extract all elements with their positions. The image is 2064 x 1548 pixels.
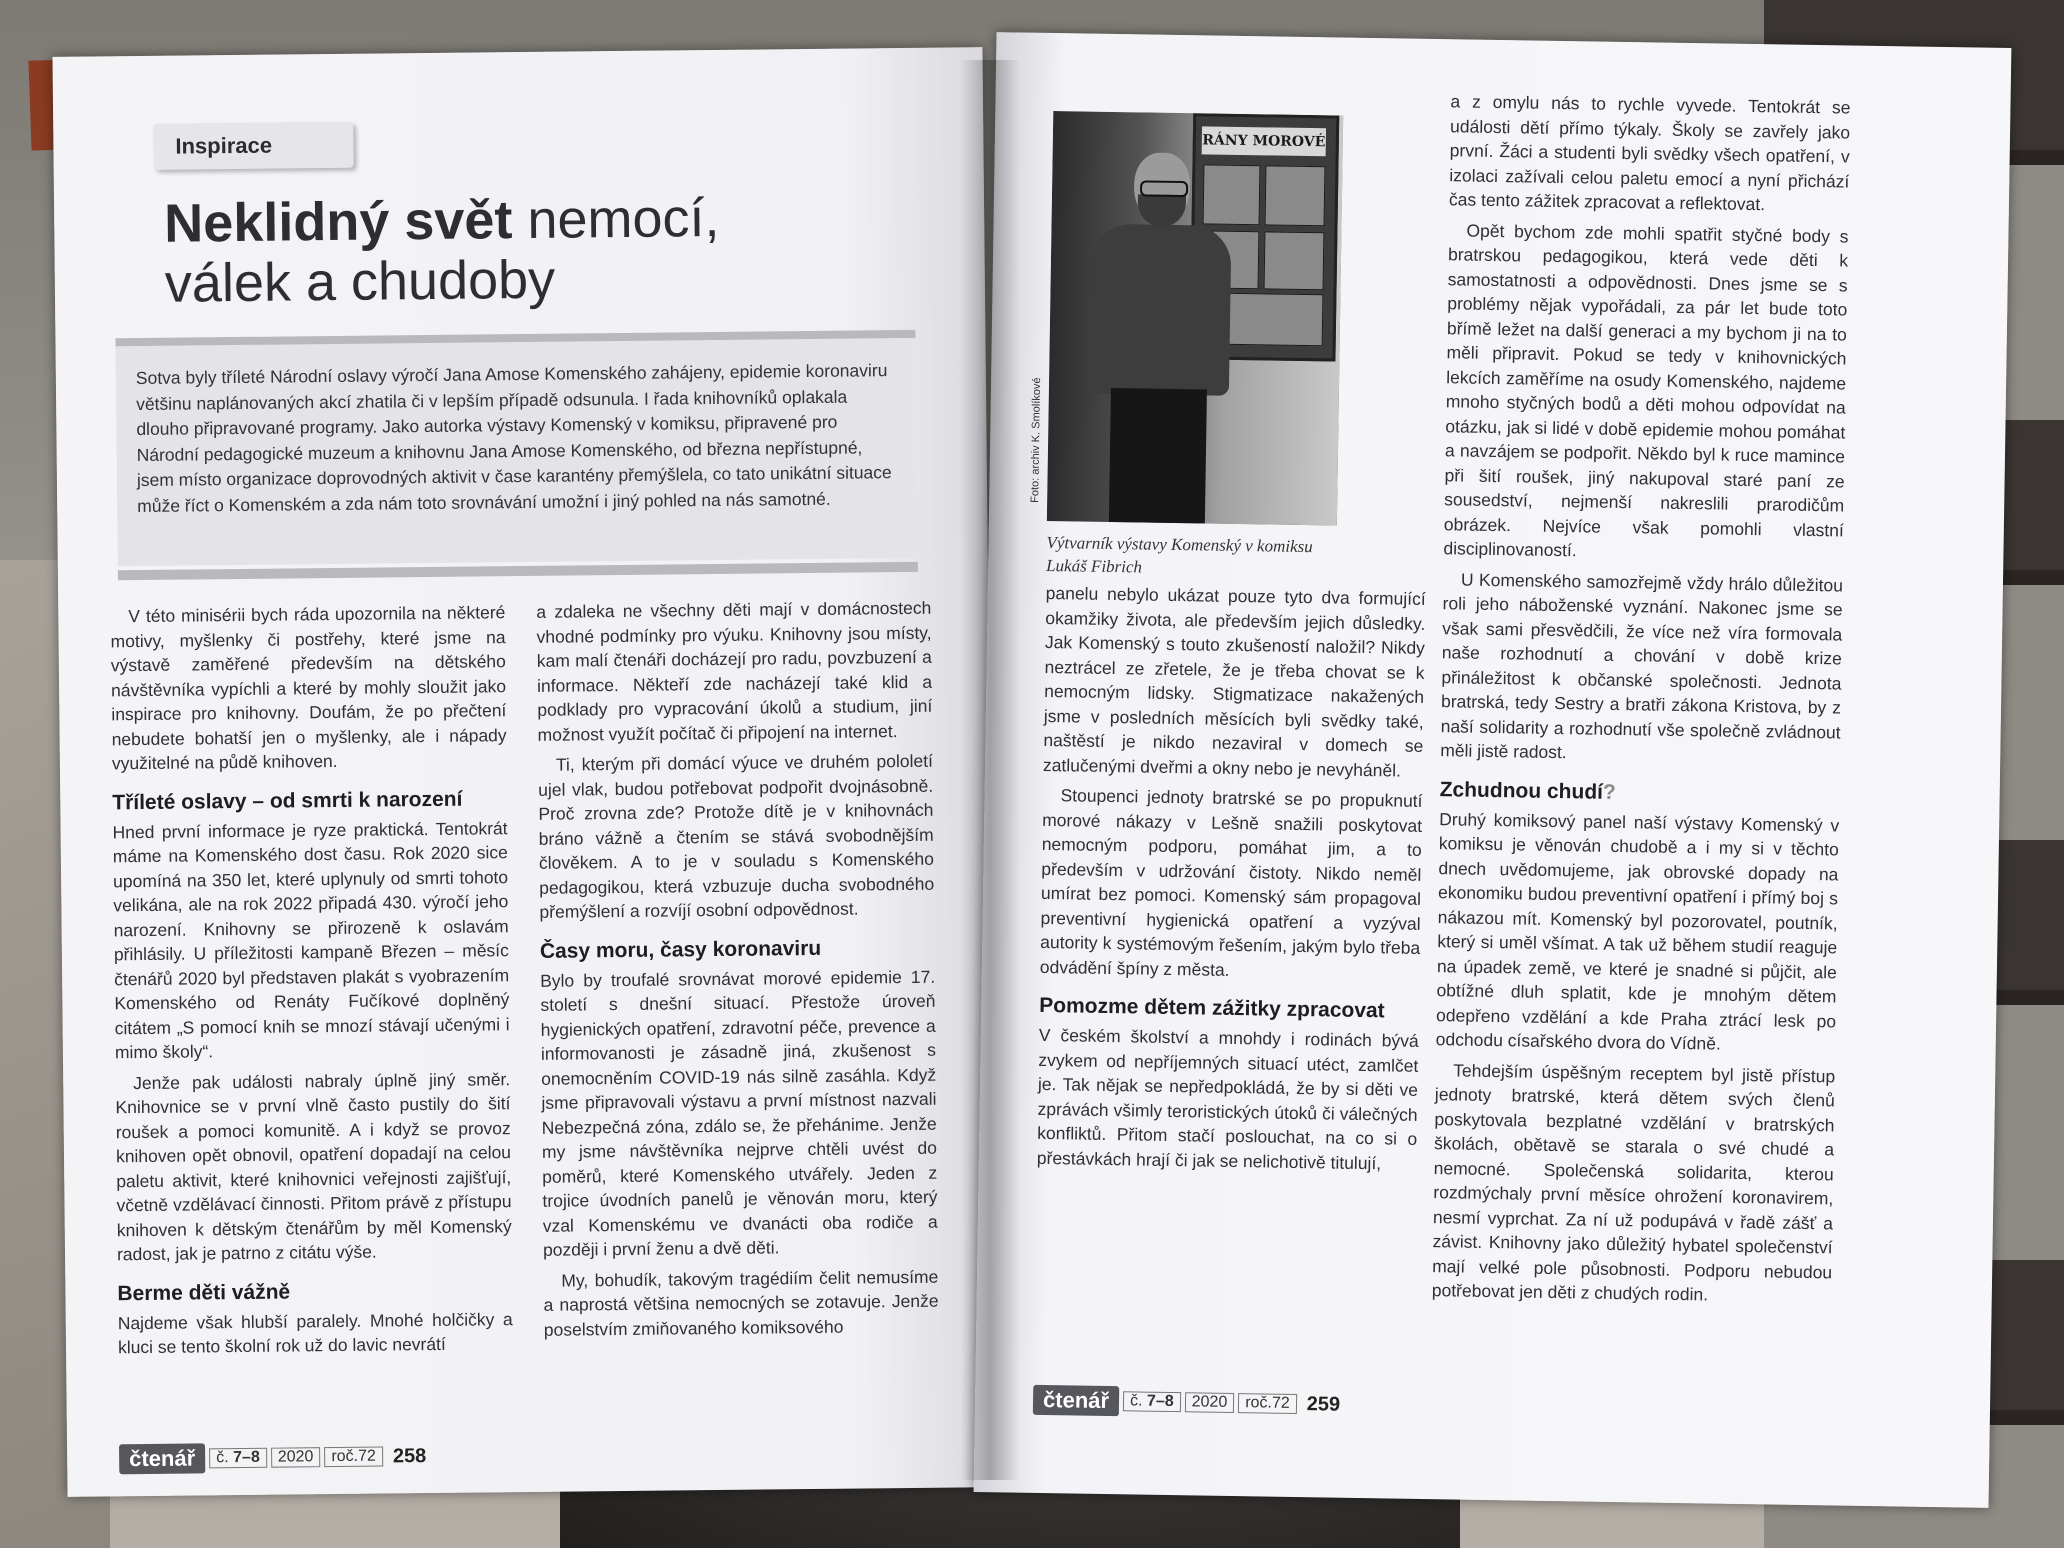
subheading-text: Zchudnou chudí	[1439, 777, 1604, 804]
photo-caption	[1046, 531, 1347, 582]
person-torso	[1089, 224, 1232, 396]
paragraph: Jenže pak události nabraly úplně jiný směr. Knihovnice se v první vlně často pustily do šití roušek a pomoci komunitě. A i když se provoz knihoven opět obnovil, opatření dopadají na celou paletu aktivit, které knihovnici veřejnosti zajišťují, včetně vzdělávací činnosti. Přitom právě z přístupu knihoven k dětským čtenářům by měl Komenský radost, jak je patrno z citátu výše.	[115, 1068, 512, 1265]
left-column-2	[536, 596, 939, 1348]
issue-value: 7–8	[233, 1448, 260, 1467]
issue-year: 2020	[271, 1447, 321, 1468]
magazine-logo: čtenář	[1033, 1385, 1120, 1416]
caption-line-2: Lukáš Fibrich	[1046, 555, 1143, 577]
paragraph: Tehdejším úspěšným receptem byl jistě přístup jednoty bratrské, která dětem svých členů poskytovala bezplatné vzdělání v bratrských školách, obětavě se starala o své chudé a nemocné. Společenská solidarita, kterou rozdmýchaly první měsíce ohrožení koronavirem, nesmí vyprchat. Za ní už podupává v řadě zášť a závist. Knihovny jako důležitý hybatel společenství mají velké pole působnosti. Podporu nebudou potřebovat jen děti z chudých rodin.	[1431, 1059, 1836, 1305]
issue-value: 7–8	[1146, 1392, 1174, 1411]
paragraph: a z omylu nás to rychle vyvede. Tentokrát se události dětí přímo týkaly. Školy se zavřely jako první. Žáci a studenti byli svědky všech opatření, v izolaci zažívali celou paletu emocí a nyní přichází čas tento zážitek zpracovat a reflektovat.	[1448, 91, 1851, 215]
comic-panel	[1264, 231, 1325, 290]
glasses-icon	[1140, 180, 1188, 197]
magazine-page-right	[974, 32, 2012, 1508]
comic-panel	[1265, 165, 1326, 226]
issue-volume: roč.72	[324, 1447, 383, 1468]
portrait-photo	[1047, 111, 1343, 526]
issue-label: č.	[1129, 1392, 1143, 1410]
title-rest-2: válek a chudoby	[164, 249, 556, 314]
paragraph: V této minisérii bych ráda upozornila na některé motivy, myšlenky či postřehy, které jsme na výstavě zaměřené především na dětského návštěvníka vypíchli a které by mohly sloužit jako inspirace pro knihovny. Doufám, že po přečtení nebudete bohatší jen o myšlenky, ale i nápady využitelné na půdě knihoven.	[110, 602, 507, 774]
left-column-1	[110, 600, 513, 1366]
issue-number	[209, 1448, 267, 1469]
paragraph: Druhý komiksový panel naší výstavy Komenský v komiksu je věnován chudobě a i my si v těchto dnech uvědomujeme, jak obrovské dopady na ekonomiku budou preventivní opatření i přímý boj s nákazou mít. Komenský byl pozorovatel, poutník, který si uměl všímat. A tak už během studií reaguje na úpadek země, ve které je snadné si půjčit, ale obtížné dluh splatit, kde je mnohým dětem odepřeno vzdělání a kde Praha ztrácí lesk po odchodu císařského dvora do Vídně.	[1435, 808, 1840, 1054]
issue-year: 2020	[1185, 1392, 1235, 1413]
subheading	[1439, 777, 1839, 809]
photo-credit: Foto: archiv K. Smolíkové	[1029, 377, 1044, 503]
paragraph: Bylo by troufalé srovnávat morové epidemie 17. století s dnešní situací. Přestože úroveň hygienických opatření, zdravotní péče, prevence a informovanosti je zásadně jiná, zkušenost s onemocněním COVID-19 nás silně zasáhla. Když jsme připravovali výstavu a první místnost nazvali Nebezpečná zóna, zdálo se, že přehánime. Jenže my jsme návštěvníka nejprve chtěli uvést do poměrů, které Komenského utvářely. Jeden z trojice úvodních panelů je věnován moru, který vzal Komenskému ve dvanácti oba rodiče a později i první ženu a dvě děti.	[540, 966, 938, 1260]
subheading-question-mark: ?	[1602, 780, 1616, 804]
paragraph: Hned první informace je ryze praktická. Tentokrát máme na Komenského dost času. Rok 2020 sice upomíná na 350 let, které uplynuly od smrti tohoto velikána, ale na rok 2022 připadá 430. výročí jeho narození. Knihovny se přirozeně k oslavám přihlásily. U příležitosti kampaně Březen – měsíc čtenářů 2020 byl představen plakát s vyobrazením Komenského od Renáty Fučíkové doplněný citátem „S pomocí knih se mnozí stávají učenými i mimo školy“.	[112, 817, 510, 1063]
subheading: Tříleté oslavy – od smrti k narození	[112, 787, 463, 814]
issue-number	[1123, 1391, 1181, 1412]
paragraph: Stoupenci jednoty bratrské se po propuknutí morové nákazy v Lešně snažili poskytovat nemocným podporu, pomáhat jim, a to především v udržování čistoty. Nikdo neměl umírat bez pomoci. Komenský sám propagoval preventivní hygienická opatření a vyzýval autority k systémovým řešením, jakým bylo třeba odvádění špíny z města.	[1039, 785, 1423, 980]
paragraph: a zdaleka ne všechny děti mají v domácnostech vhodné podmínky pro výuku. Knihovny jsou místy, kam malí čtenáři docházejí pro radu, povzbuzení a informace. Někteří zde nacházejí také klid a podklady pro vypracování úkolů a studium, jiní možnost využít počítač či připojení na internet.	[536, 597, 933, 745]
book-spine-shadow	[960, 60, 1020, 1480]
paragraph: My, bohudík, takovým tragédiím čelit nemusíme a naprostá většina nemocných se zotavuje. Jenže poselstvím zmiňovaného komiksového	[543, 1266, 939, 1340]
page-number: 259	[1306, 1392, 1341, 1416]
magazine-page-left	[52, 47, 997, 1497]
paragraph: panelu nebylo ukázat pouze tyto dva formující okamžiky života, ale především jejich důsledky. Jak Komenský s touto zkušeností naložil? Nikdy neztrácel ze zřetele, že je třeba chovat se k nemocným lidsky. Stigmatizace nakažených jsme v posledních měsících byli svědky také, naštěstí je nikdo nezaviral v domech se zatlučenými dveřmi a okny nebo je nevyháněl.	[1042, 582, 1426, 781]
person-legs	[1109, 388, 1207, 526]
right-column-2	[1432, 89, 1851, 1315]
subheading: Pomozme dětem zážitky zpracovat	[1039, 993, 1385, 1023]
page-footer-left	[119, 1441, 426, 1474]
paragraph: V českém školství a mnohdy i rodinách bývá zvykem od nepříjemných situací utéct, zamlčet je. Tak nějak se nepředpokládá, že by si děti ve zprávách všimly teroristických útoků či válečných konfliktů. Přitom stačí poslouchat, na co si o přestávkách hrají či jak se nelichotivě titulují,	[1036, 1024, 1419, 1173]
issue-volume: roč.72	[1238, 1393, 1297, 1414]
paragraph: Najdeme však hlubší paralely. Mnohé holčičky a kluci se tento školní rok už do lavic nevrátí	[117, 1308, 513, 1358]
page-footer-right	[1033, 1385, 1341, 1420]
issue-label: č.	[216, 1449, 229, 1467]
subheading: Časy moru, časy koronaviru	[539, 936, 822, 963]
person-beard	[1137, 194, 1185, 227]
section-tag: Inspirace	[153, 122, 353, 170]
subheading: Berme děti vážně	[117, 1279, 291, 1305]
page-number: 258	[392, 1444, 427, 1467]
magazine-logo: čtenář	[119, 1443, 205, 1474]
paragraph: U Komenského samozřejmě vždy hrálo důležitou roli jeho náboženské vyznání. Nakonec jsme se však sami přesvědčili, že více než víra formovala naše rozhodnutí a chování v době krize přináležitost k občanské společnosti. Jednota bratrská, tedy Sestry a bratři zákona Kristova, by z naší solidarity a rozhodnutí vše společně zvládnout měli jistě radost.	[1440, 568, 1844, 763]
paragraph: Opět bychom zde mohli spatřit styčné body s bratrskou pedagogikou, která vede děti k samostatnosti a odpovědnosti. Dnes jsme se s problémy nějak vypořádali, za pár let bude toto břímě ležet na další generaci a my bychom ji na to měli připravit. Pokud se tedy v knihovnických lekcích zaměříme na osudy Komenského, najdeme mnoho styčných bodů a děti mohou odpovídat na otázku, jak si lidé v době epidemie mohou pomáhat a navzájem se podpořit. Někdo byl k ruce mamince při šití roušek, jiný nakupoval staré paní ze sousedství, nejmenší nakreslili prarodičům obrázek. Nejvíce však pomohli vlastní disciplinovaností.	[1443, 220, 1849, 561]
lead-paragraph: Sotva byly tříleté Národní oslavy výročí Jana Amose Komenského zahájeny, epidemie koronaviru většinu naplánovaných akcí zhatila či v lepším případě odsunula. I řada knihovníků oplakala dlouho připravované programy. Jako autorka výstavy Komenský v komiksu, připravené pro Národní pedagogické muzeum a knihovnu Jana Amose Komenského, od března nepřístupné, jsem místo organizace doprovodných aktivit v čase karantény přemýšlela, co tato unikátní situace může říct o Komenském a zda nám toto srovnávání umožní i jiný pohled na nás samotné.	[135, 360, 892, 516]
title-rest-1: nemocí,	[527, 187, 720, 250]
caption-line-1: Výtvarník výstavy Komenský v komiksu	[1046, 532, 1313, 557]
title-bold: Neklidný svět	[163, 190, 513, 254]
article-title	[164, 188, 725, 314]
poster-title: RÁNY MOROVÉ	[1202, 126, 1326, 156]
person-figure	[1077, 151, 1233, 523]
right-column-1	[1037, 581, 1426, 1182]
paragraph: Ti, kterým při domácí výuce ve druhém pololetí ujel vlak, budou potřebovat podpořit dvojnásobně. Proč zrovna zde? Protože dítě je v knihovnách bráno vážně a čtením se stává svobodnějším člověkem. A to je v souladu s Komenského pedagogikou, která vzbuzuje ducha svobodného přemýšlení a rozvíjí osobní odpovědnost.	[538, 750, 935, 922]
